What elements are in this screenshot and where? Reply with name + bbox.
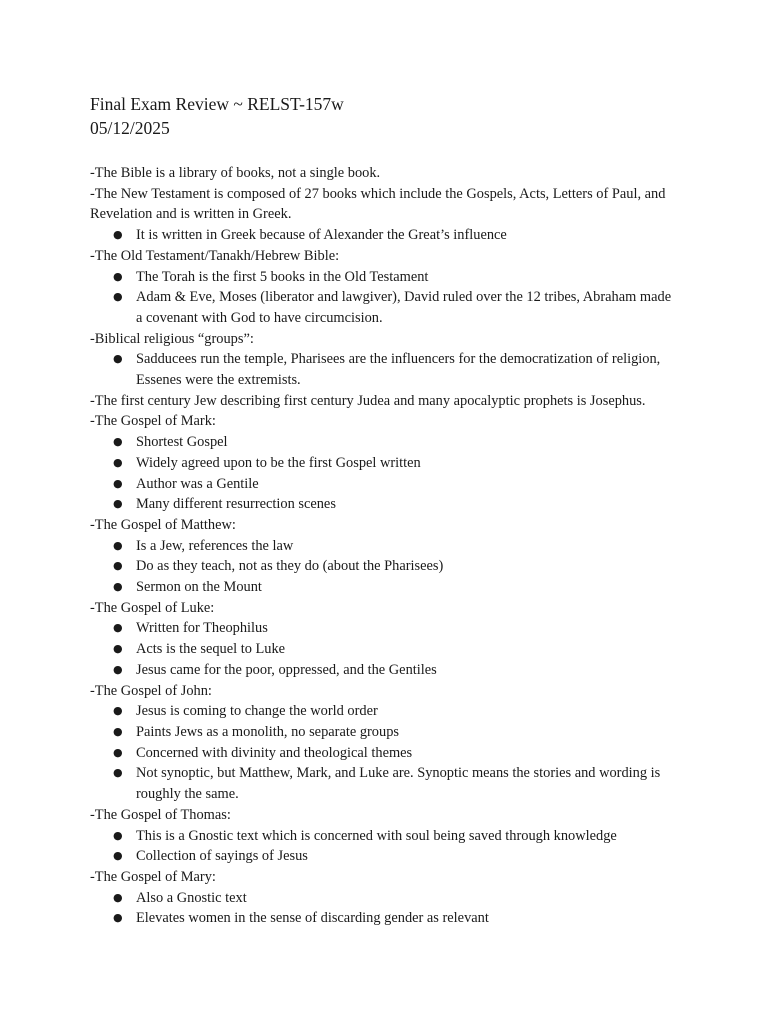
bullet-item: ● Sermon on the Mount [136, 577, 680, 598]
bullet-item: ● Author was a Gentile [136, 474, 680, 495]
document-header [90, 92, 344, 140]
note-line: -Biblical religious “groups”: [90, 330, 254, 347]
bullet-list [90, 888, 680, 929]
bullet-list [90, 267, 680, 329]
bullet-item: ● Is a Jew, references the law [136, 536, 680, 557]
bullet-list [90, 701, 680, 805]
bullet-item: ● This is a Gnostic text which is concerned with soul being saved through knowledge [136, 826, 680, 847]
bullet-item: ● Jesus came for the poor, oppressed, and the Gentiles [136, 660, 680, 681]
note-line: -The Gospel of Luke: [90, 599, 215, 616]
bullet-list [90, 349, 680, 390]
document-title: Final Exam Review ~ RELST-157w [90, 94, 344, 114]
bullet-item: ● Written for Theophilus [136, 618, 680, 639]
bullet-item: ● Concerned with divinity and theological themes [136, 743, 680, 764]
note-line: -The Old Testament/Tanakh/Hebrew Bible: [90, 247, 340, 264]
notes-body [90, 163, 680, 929]
bullet-item: ● Elevates women in the sense of discarding gender as relevant [136, 908, 680, 929]
bullet-list [90, 826, 680, 867]
bullet-item: ● Adam & Eve, Moses (liberator and lawgiver), David ruled over the 12 tribes, Abraham made a covenant with God to have circumcision. [136, 287, 680, 328]
note-line: -The Gospel of Mary: [90, 868, 216, 885]
bullet-list [90, 225, 680, 246]
note-line: -The Gospel of Thomas: [90, 806, 231, 823]
bullet-item: ● Paints Jews as a monolith, no separate groups [136, 722, 680, 743]
bullet-list [90, 536, 680, 598]
bullet-item: ● Many different resurrection scenes [136, 494, 680, 515]
bullet-item: ● Not synoptic, but Matthew, Mark, and Luke are. Synoptic means the stories and wording is roughly the same. [136, 763, 680, 804]
note-line: -The first century Jew describing first century Judea and many apocalyptic prophets is Josephus. [90, 392, 646, 409]
bullet-item: ● Shortest Gospel [136, 432, 680, 453]
note-line: -The Bible is a library of books, not a single book. [90, 165, 381, 181]
bullet-item: ● Jesus is coming to change the world order [136, 701, 680, 722]
note-line: -The Gospel of Mark: [90, 413, 216, 430]
bullet-item: ● Collection of sayings of Jesus [136, 846, 680, 867]
bullet-item: ● Sadducees run the temple, Pharisees are the influencers for the democratization of religion, Essenes were the extremists. [136, 349, 680, 390]
bullet-item: ● Widely agreed upon to be the first Gospel written [136, 453, 680, 474]
bullet-item: ● It is written in Greek because of Alexander the Great’s influence [136, 225, 680, 246]
bullet-item: ● Acts is the sequel to Luke [136, 639, 680, 660]
note-line: -The Gospel of John: [90, 682, 212, 699]
bullet-item: ● Also a Gnostic text [136, 888, 680, 909]
bullet-item: ● Do as they teach, not as they do (about the Pharisees) [136, 556, 680, 577]
note-line: -The Gospel of Matthew: [90, 516, 236, 533]
note-line: -The New Testament is composed of 27 books which include the Gospels, Acts, Letters of Paul, and Revelation and is written in Greek. [90, 185, 666, 223]
bullet-item: ● The Torah is the first 5 books in the Old Testament [136, 267, 680, 288]
document-date: 05/12/2025 [90, 118, 170, 138]
bullet-list [90, 432, 680, 515]
bullet-list [90, 618, 680, 680]
